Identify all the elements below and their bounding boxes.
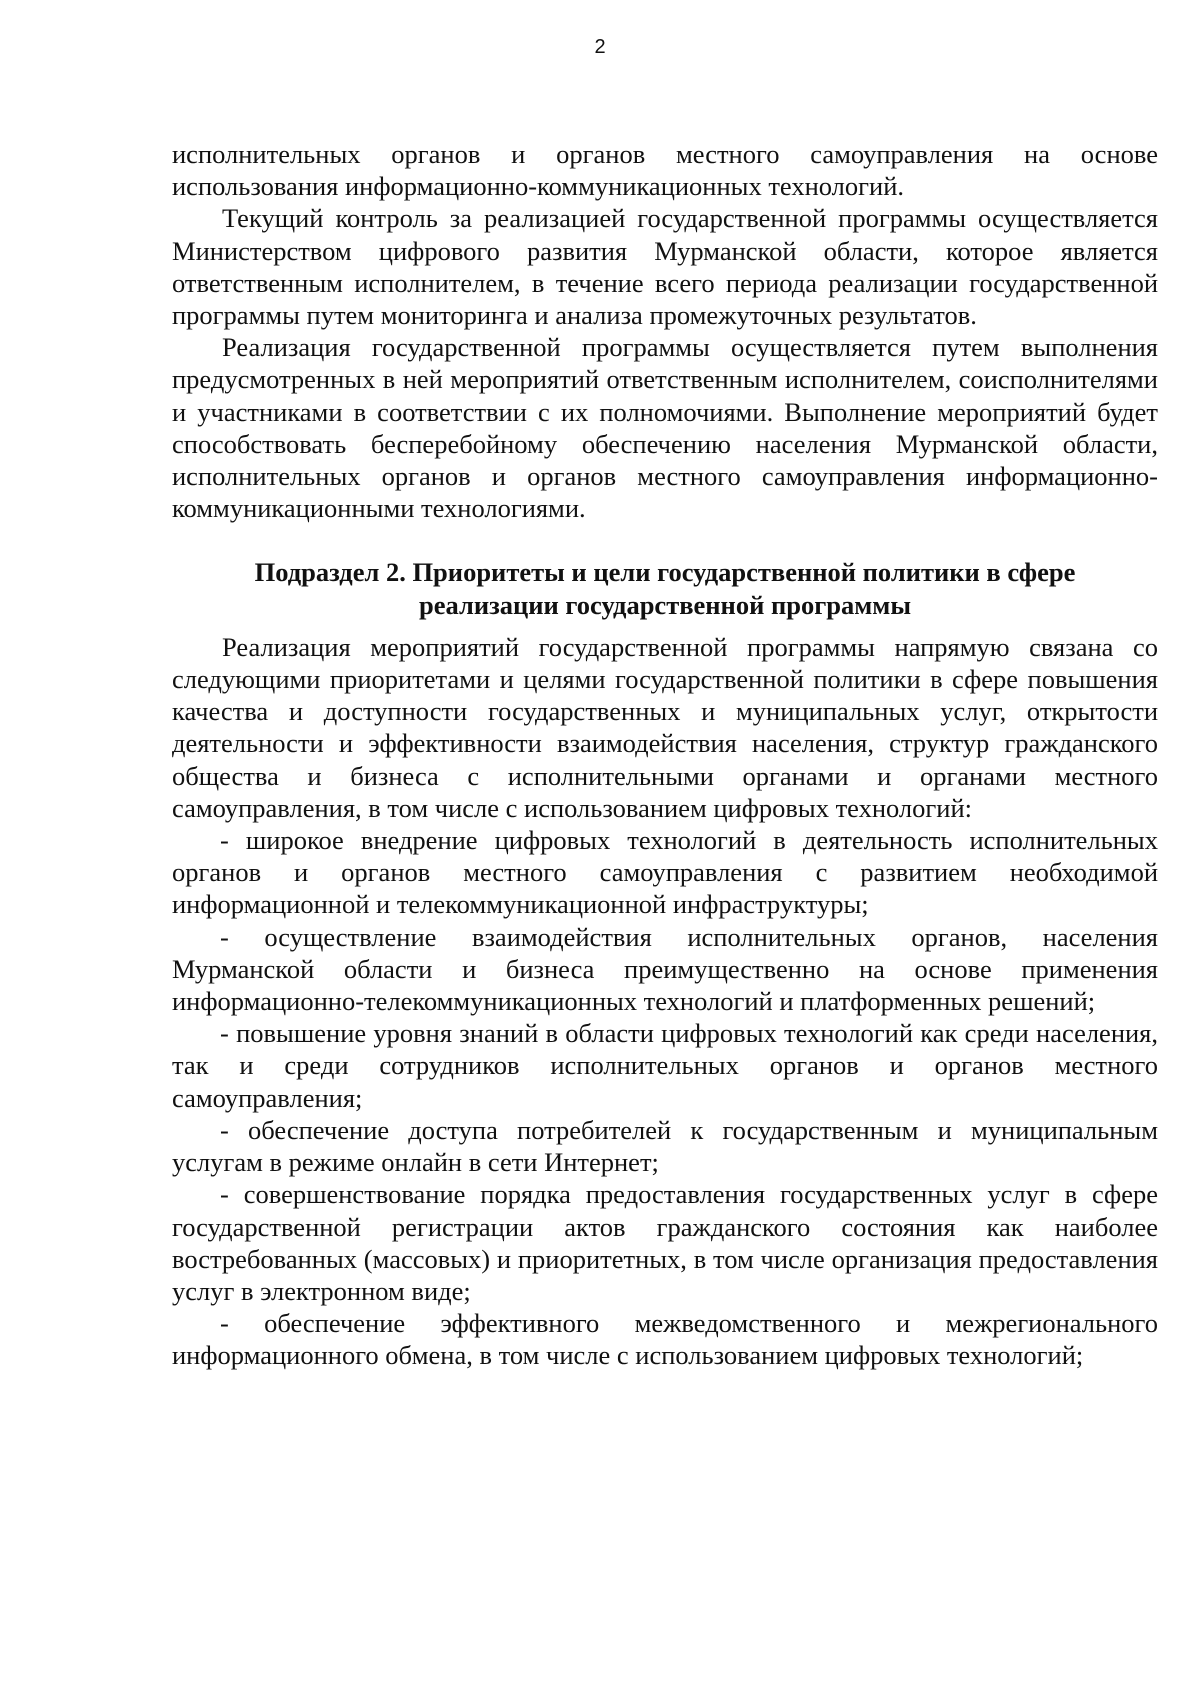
section-intro: Реализация мероприятий государственной программы напрямую связана со следующими приоритетами и целями государственной политики в сфере повышения качества и доступности государственных и муниципальных услуг, открытости деятельности и эффективности взаимодействия населения, структур гражданского общества и бизнеса с исполнительными органами и органами местного самоуправления, в том числе с использованием цифровых технологий: [172, 631, 1158, 823]
paragraph-implementation: Реализация государственной программы осуществляется путем выполнения предусмотренных в ней мероприятий ответственным исполнителем, соисполнителями и участниками в соответствии с их полномочиями. Выполнение мероприятий будет способствовать бесперебойному обеспечению населения Мурманской области, исполнительных органов и органов местного самоуправления информационно-коммуникационными технологиями. [172, 332, 1158, 524]
list-item: - повышение уровня знаний в области цифровых технологий как среди населения, так и среди сотрудников исполнительных органов и органов местного самоуправления; [172, 1018, 1158, 1113]
document-body [172, 138, 1158, 1372]
list-item: - обеспечение эффективного межведомственного и межрегионального информационного обмена, в том числе с использованием цифровых технологий; [172, 1308, 1158, 1371]
list-item: - обеспечение доступа потребителей к государственным и муниципальным услугам в режиме онлайн в сети Интернет; [172, 1114, 1158, 1178]
section-heading: Подраздел 2. Приоритеты и цели государственной политики в сфере реализации государственной программы [254, 557, 1076, 620]
paragraph-continuation: исполнительных органов и органов местного самоуправления на основе использования информационно-коммуникационных технологий. [172, 139, 1158, 202]
page-number: 2 [594, 36, 606, 58]
list-item: - совершенствование порядка предоставления государственных услуг в сфере государственной регистрации актов гражданского состояния как наиболее востребованных (массовых) и приоритетных, в том числе организация предоставления услуг в электронном виде; [172, 1179, 1158, 1306]
list-item: - широкое внедрение цифровых технологий в деятельность исполнительных органов и органов местного самоуправления с развитием необходимой информационной и телекоммуникационной инфраструктуры; [172, 825, 1158, 920]
paragraph-control: Текущий контроль за реализацией государственной программы осуществляется Министерством цифрового развития Мурманской области, которое является ответственным исполнителем, в течение всего периода реализации государственной программы путем мониторинга и анализа промежуточных результатов. [172, 203, 1158, 331]
list-item: - осуществление взаимодействия исполнительных органов, населения Мурманской области и бизнеса преимущественно на основе применения информационно-телекоммуникационных технологий и платформенных решений; [172, 921, 1158, 1017]
